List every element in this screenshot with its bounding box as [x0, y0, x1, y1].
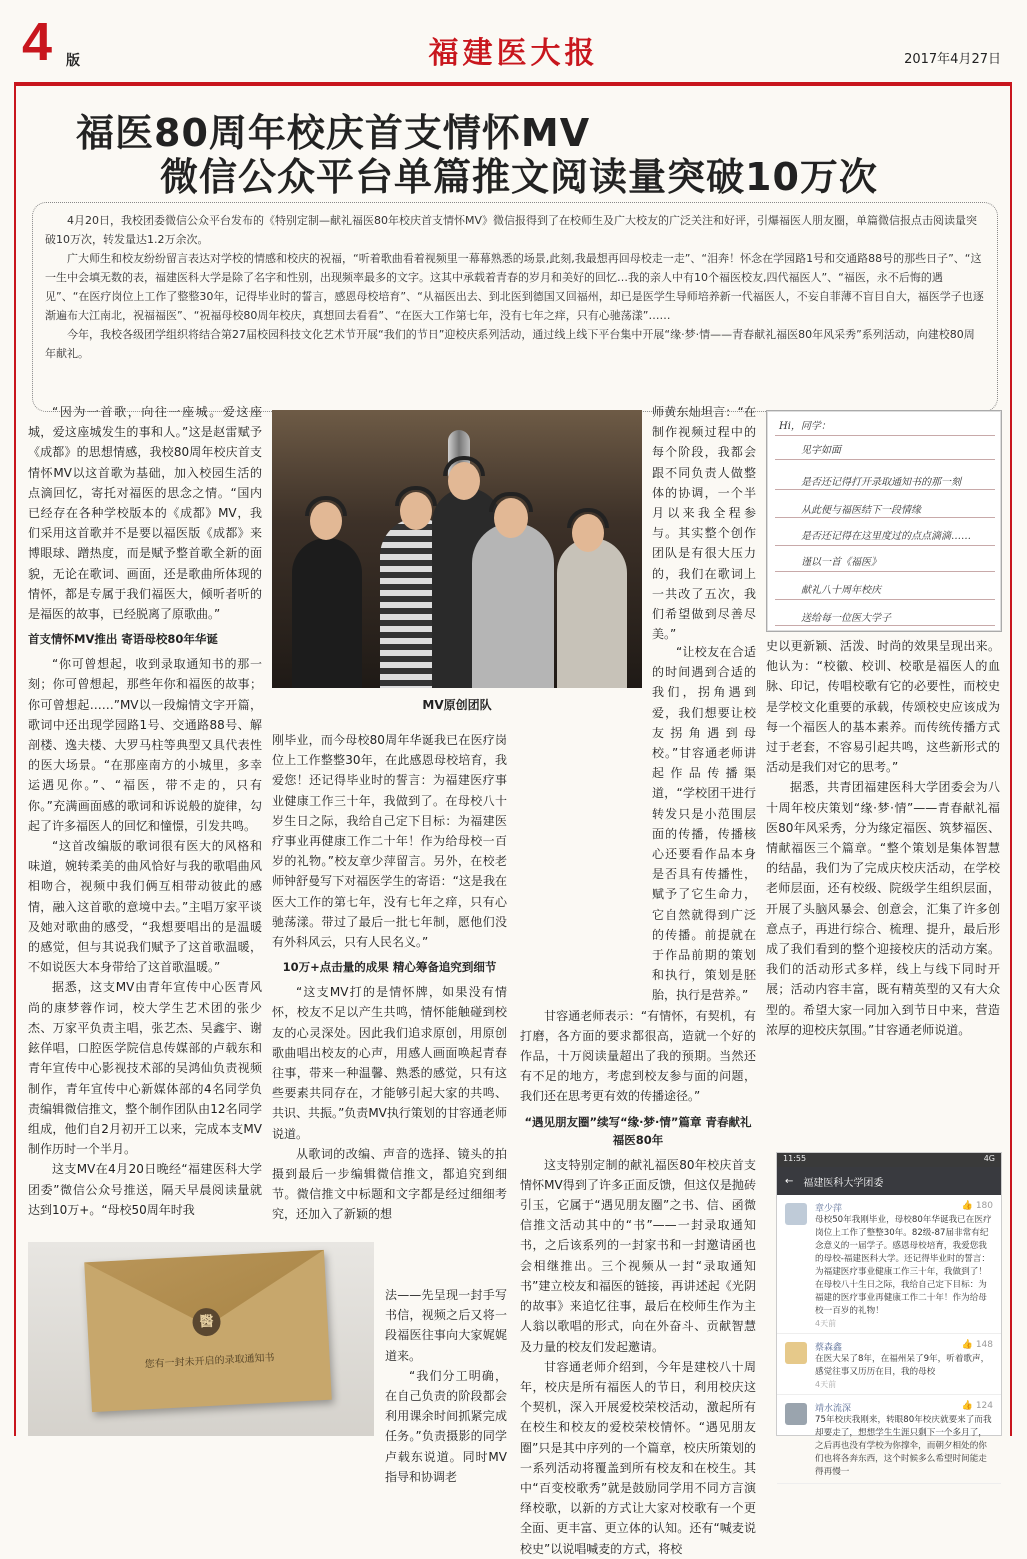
- letter-line: 送给每一位医大学子: [801, 613, 891, 624]
- paragraph: 史以更新颖、活泼、时尚的效果呈现出来。他认为：“校徽、校训、校歌是福医人的血脉、印记，传唱校歌有它的必要性，而校史是学校文化重要的承载，传颂校史应该成为每一个福医人的基本素养。而传统传播方式过于老套，不容易引起共鸣，这些新形式的活动是我们对它的思考。”: [766, 639, 1000, 775]
- app-bar: [777, 1167, 1001, 1195]
- lead-box: [32, 202, 998, 412]
- headline-main: 福医80周年校庆首支情怀MV: [76, 111, 591, 155]
- seal-icon: 醫: [192, 1307, 221, 1336]
- section-heading: “遇见朋友圈”续写“缘·梦·情”篇章 青春献礼福医80年: [524, 1114, 752, 1147]
- paragraph: “这支MV打的是情怀牌，如果没有情怀，校友不足以产生共鸣，情怀能触碰到校友的心灵深处。因此我们追求原创，用原创歌曲唱出校友的心声，用感人画面唤起青春往事，带来一种温馨、熟悉的感觉，只有这些要素共同存在，才能够引起大家的共鸣、共识、共振。”负责MV执行策划的甘容通老师说道。: [272, 985, 507, 1141]
- article-column-2: [272, 730, 507, 1285]
- letter-line: 谨以一首《福医》: [801, 557, 881, 568]
- section-heading: 首支情怀MV推出 寄语母校80年华诞: [28, 632, 218, 647]
- article-column-1: [28, 402, 262, 1230]
- comment-time: 4天前: [815, 1380, 837, 1389]
- letter-line: 献礼八十周年校庆: [801, 585, 881, 596]
- paragraph: 师黄东灿坦言：“在制作视频过程中的每个阶段，我都会跟不同负责人做整体的协调，一个半月以来我全程参与。其实整个创作团队是有很大压力的，我们在歌词上一共改了五次，我们希望做到尽善尽美。”: [652, 405, 756, 642]
- masthead: [0, 0, 1027, 88]
- letter-line: 见字如面: [801, 445, 841, 456]
- comment-likes[interactable]: 👍 148: [961, 1340, 993, 1350]
- comment-time: 4天前: [815, 1319, 837, 1328]
- envelope-image: [28, 1242, 374, 1436]
- app-bar-title: 福建医科大学团委: [803, 1177, 884, 1189]
- paragraph: 从歌词的改编、声音的选择、镜头的拍摄到最后一步编辑微信推文，都追究到细节。微信推文中标题和文字都是经过细细考究，还加入了新颖的想: [272, 1146, 507, 1222]
- lead-paragraph: 4月20日，我校团委微信公众平台发布的《特别定制—献礼福医80年校庆首支情怀MV》微信报得到了在校师生及广大校友的广泛关注和好评，引爆福医人朋友圈，单篇微信报点击阅读量突破10万次，转发量达1.2万余次。: [45, 214, 978, 246]
- envelope-icon: [84, 1250, 332, 1412]
- paragraph: “这首改编版的歌词很有医大的风格和味道，婉转柔美的曲风恰好与我的歌唱曲风相吻合，视频中我们俩互相带动彼此的感情，融入这首歌的意境中去。”主唱万家平谈及她对歌曲的感受，“我想要唱出的是温暖的感觉，但与其说我们赋予了这首歌温暖，不如说医大本身带给了这首歌温暖。”: [28, 839, 262, 975]
- page-unit: 版: [66, 53, 80, 69]
- comment-author: 蔡森鑫: [815, 1343, 843, 1353]
- headline-sub: 微信公众平台单篇推文阅读量突破10万次: [160, 155, 878, 199]
- lead-paragraph: 广大师生和校友纷纷留言表达对学校的情感和校庆的祝福，“听着歌曲看着视频里一幕幕熟悉的场景,此刻,我最想再回母校走一走”、“泪奔！怀念在学园路1号和交通路88号的那些日子”、“这一生中会填无数的表，福建医科大学是除了名字和性别，出现频率最多的文字。这其中承载着青春的岁月和美好的回忆…我的亲人中有10个福医校友,四代福医人”、“福医，永不后悔的遇见”、“在医疗岗位上工作了整整30年，记得毕业时的誓言，感恩母校培育”、“从福医出去、到北医到德国又回福州，却已是医学生导师培养新一代福医人，不妄自菲薄不盲目自大，福医学子也逐渐遍布大江南北，祝福福医”、“祝福母校80周年校庆，真想回去看看”、“在医大工作第七年，没有七年之痒，只有心驰荡漾”……: [45, 252, 984, 322]
- comment-likes[interactable]: 👍 180: [961, 1201, 993, 1211]
- paragraph: 法——先呈现一封手写书信，视频之后又将一段福医往事向大家娓娓道来。: [385, 1288, 507, 1363]
- status-network: 4G: [983, 1154, 995, 1163]
- avatar: [785, 1403, 807, 1425]
- comment-text: 在医大呆了8年，在福州呆了9年，听着歌声，感觉往事又历历在目，我的母校: [815, 1354, 990, 1377]
- paragraph: 甘容通老师表示：“有情怀，有契机，有打磨，各方面的要求都很高，造就一个好的作品，十万阅读量超出了我的预期。当然还有不足的地方，考虑到校友参与面的问题，我们还在思考更有效的传播途径。”: [520, 1008, 756, 1104]
- comment-item: [777, 1395, 1001, 1484]
- paragraph: “让校友在合适的时间遇到合适的我们，拐角遇到爱，我们想要让校友拐角遇到母校。”甘容通老师讲起作品传播渠道，“学校团干进行转发只是小范围层面的传播，传播核心还要看作品本身是否具有传播性，赋予了它生命力，它自然就得到广泛的传播。前提就在于作品前期的策划和执行，策划是胚胎，执行是营养。”: [652, 645, 756, 1003]
- paragraph: 据悉，这支MV由青年宣传中心医青风尚的康梦蓉作词，校大学生艺术团的张少杰、万家平负责主唱，张艺杰、吴鑫宇、谢鉉佯唱，口腔医学院信息传媒部的卢载东和青年宣传中心影视技术部的吴鸿仙负责视频制作，青年宣传中心新媒体部的4名同学负责编辑微信推文，整个制作团队由12名同学组成，他们自2月初开工以来，完成本支MV制作历时一个半月。: [28, 980, 262, 1157]
- section-heading: 10万+点击量的成果 精心筹备追究到细节: [282, 960, 497, 975]
- avatar: [785, 1342, 807, 1364]
- paragraph: 刚毕业，而今母校80周年华诞我已在医疗岗位上工作整整30年，在此感恩母校培育，我爱您！还记得毕业时的誓言：为福建医疗事业健康工作三十年，我做到了。在母校八十岁生日之际，我给自己定下目标：为福建医疗事业再健康工作二十年！作为给母校一百岁的礼物。”校友章少萍留言。另外，在校老师钟舒曼写下对福医学生的寄语：“这是我在医大工作的第七年，没有七年之痒，只有心驰荡漾。带过了最后一批七年制，愿他们没有外科风云，只有人民名义。”: [272, 733, 507, 950]
- comment-author: 章少萍: [815, 1204, 843, 1214]
- newspaper-name: 福建医大报: [428, 36, 599, 71]
- paragraph: “我们分工明确，在自己负责的阶段都会利用课余时间抓紧完成任务。”负责摄影的同学卢载东说道。同时MV指导和协调老: [385, 1368, 507, 1484]
- paragraph: 这支特别定制的献礼福医80年校庆首支情怀MV得到了许多正面反馈，但这仅是抛砖引玉，它属于“遇见朋友圈”之书、信、函微信推文活动其中的“书”——一封录取通知书，之后该系列的一封家书和一封邀请函也会相继推出。三个视频从一封“录取通知书”建立校友和福医的链接，再讲述起《光阴的故事》来追忆往事，最后在校师生作为主人翁以歌唱的形式，向在外奋斗、贡献智慧及力量的校友们发起邀请。: [520, 1157, 756, 1354]
- paragraph: 据悉，共青团福建医科大学团委会为八十周年校庆策划“缘·梦·情”——青春献礼福医80年风采秀，分为缘定福医、筑梦福医、情献福医三个篇章。“整个策划是集体智慧的结晶，我们为了完成庆校庆活动，在学校老师层面，还有校级、院级学生组织层面，开展了头脑风暴会、创意会，汇集了许多创意点子，再进行综合、梳理、提升，最后形成了我们看到的整个迎接校庆的活动方案。我们的活动形式多样，线上与线下同时开展；活动内容丰富，既有精英型的又有大众型的。希望大家一同加入到节日中来，营造浓厚的迎校庆氛围。”甘容通老师说道。: [766, 780, 1000, 1037]
- page-number: 4: [22, 12, 53, 72]
- comment-text: 母校50年我刚毕业，母校80年华诞我已在医疗岗位上工作了整整30年。82级-87届非常有纪念意义的一届学子。感恩母校培育，我爱您我的母校-福建医科大学。还记得毕业时的誓言：为福建医疗事业健康工作三十年，我做到了！在母校八十生日之际，我给自己定下目标：为福建的医疗事业再健康工作二十年！作为给母校一百岁的礼物！: [815, 1215, 992, 1316]
- letter-line: 从此便与福医结下一段情缘: [801, 505, 921, 516]
- paragraph: “你可曾想起，收到录取通知书的那一刻；你可曾想起，那些年你和福医的故事；你可曾想起……”MV以一段煽情文字开篇，歌词中还出现学园路1号、交通路88号、解剖楼、逸夫楼、大罗马柱等典型又具代表性的医大场景。“在那座南方的小城里，多幸运遇见你。”、“福医，带不走的，只有你。”充满画面感的歌词和诉说般的旋律，勾起了许多福医人的回忆和憧憬，引发共鸣。: [28, 657, 262, 833]
- paragraph: “因为一首歌，向往一座城。爱这座城，爱这座城发生的事和人。”这是赵雷赋予《成都》的思想情感，我校80周年校庆首支情怀MV以这首歌为基础，加入校园生活的点滴回忆，寄托对福医的思念之情。“国内已经存在各种学校版本的《成都》MV，我们采用这首歌并不是要以福医版《成都》来博眼球、蹭热度，而是赋予整首歌全新的面貌，无论在歌词、画面，还是歌曲所体现的情怀，都是专属于我们福医大，倾听者听的是福医的故事，已经脱离了原歌曲。”: [28, 405, 262, 622]
- status-bar: [777, 1153, 1001, 1167]
- paragraph: 甘容通老师介绍到，今年是建校八十周年，校庆是所有福医人的节日，利用校庆这个契机，深入开展爱校荣校活动，激起所有在校生和校友的爱校荣校情怀。“遇见朋友圈”只是其中序列的一个篇章，校庆所策划的一系列活动将覆盖到所有校友和在校生。其中“百变校歌秀”就是鼓励同学用不同方言演绎校歌，以新的方式让大家对校歌有一个更全面、更丰富、更立体的认知。还有“喊麦说校史”以说唱喊麦的方式，将校: [520, 1359, 756, 1556]
- lead-paragraph: 今年，我校各级团学组织将结合第27届校园科技文化艺术节开展“我们的节日”迎校庆系列活动，通过线上线下平台集中开展“缘·梦·情——青春献礼福医80年风采秀”系列活动，向建校80周年献礼。: [45, 328, 975, 360]
- photo-caption: MV原创团队: [422, 698, 492, 712]
- article-column-4: [766, 636, 1000, 1148]
- paragraph: 这支MV在4月20日晚经“福建医科大学团委”微信公众号推送，隔天早晨阅读量就达到10万+。“母校50周年时我: [28, 1162, 262, 1217]
- letter-line: 是否还记得打开录取通知书的那一刻: [801, 477, 961, 488]
- avatar: [785, 1203, 807, 1225]
- issue-date: 2017年4月27日: [904, 52, 1001, 67]
- letter-line: 是否还记得在这里度过的点点滴滴……: [801, 531, 971, 542]
- comment-author: 靖水流深: [815, 1404, 852, 1414]
- status-time: 11:55: [783, 1154, 807, 1163]
- article-column-2-continued: [385, 1285, 507, 1484]
- phone-screenshot: [776, 1152, 1002, 1477]
- comment-likes[interactable]: 👍 124: [961, 1401, 993, 1411]
- letter-greeting: Hi，同学：: [779, 421, 831, 432]
- comment-item: [777, 1195, 1001, 1334]
- article-column-3-top: [652, 402, 756, 642]
- envelope-text: 您有一封未开启的录取通知书: [144, 1352, 275, 1371]
- back-arrow-icon[interactable]: ←: [785, 1175, 794, 1187]
- handwritten-letter-image: [766, 410, 1002, 632]
- article-column-3: [520, 642, 756, 1556]
- comment-item: [777, 1334, 1001, 1395]
- comment-text: 75年校庆我刚来，转眼80年校庆就要来了而我却要走了，想想学生生涯只剩下一个多月了，之后再也没有学校为你撑伞，而朝夕相处的你们也将各奔东西，这个时候多么希望时间能走得再慢一: [815, 1415, 992, 1477]
